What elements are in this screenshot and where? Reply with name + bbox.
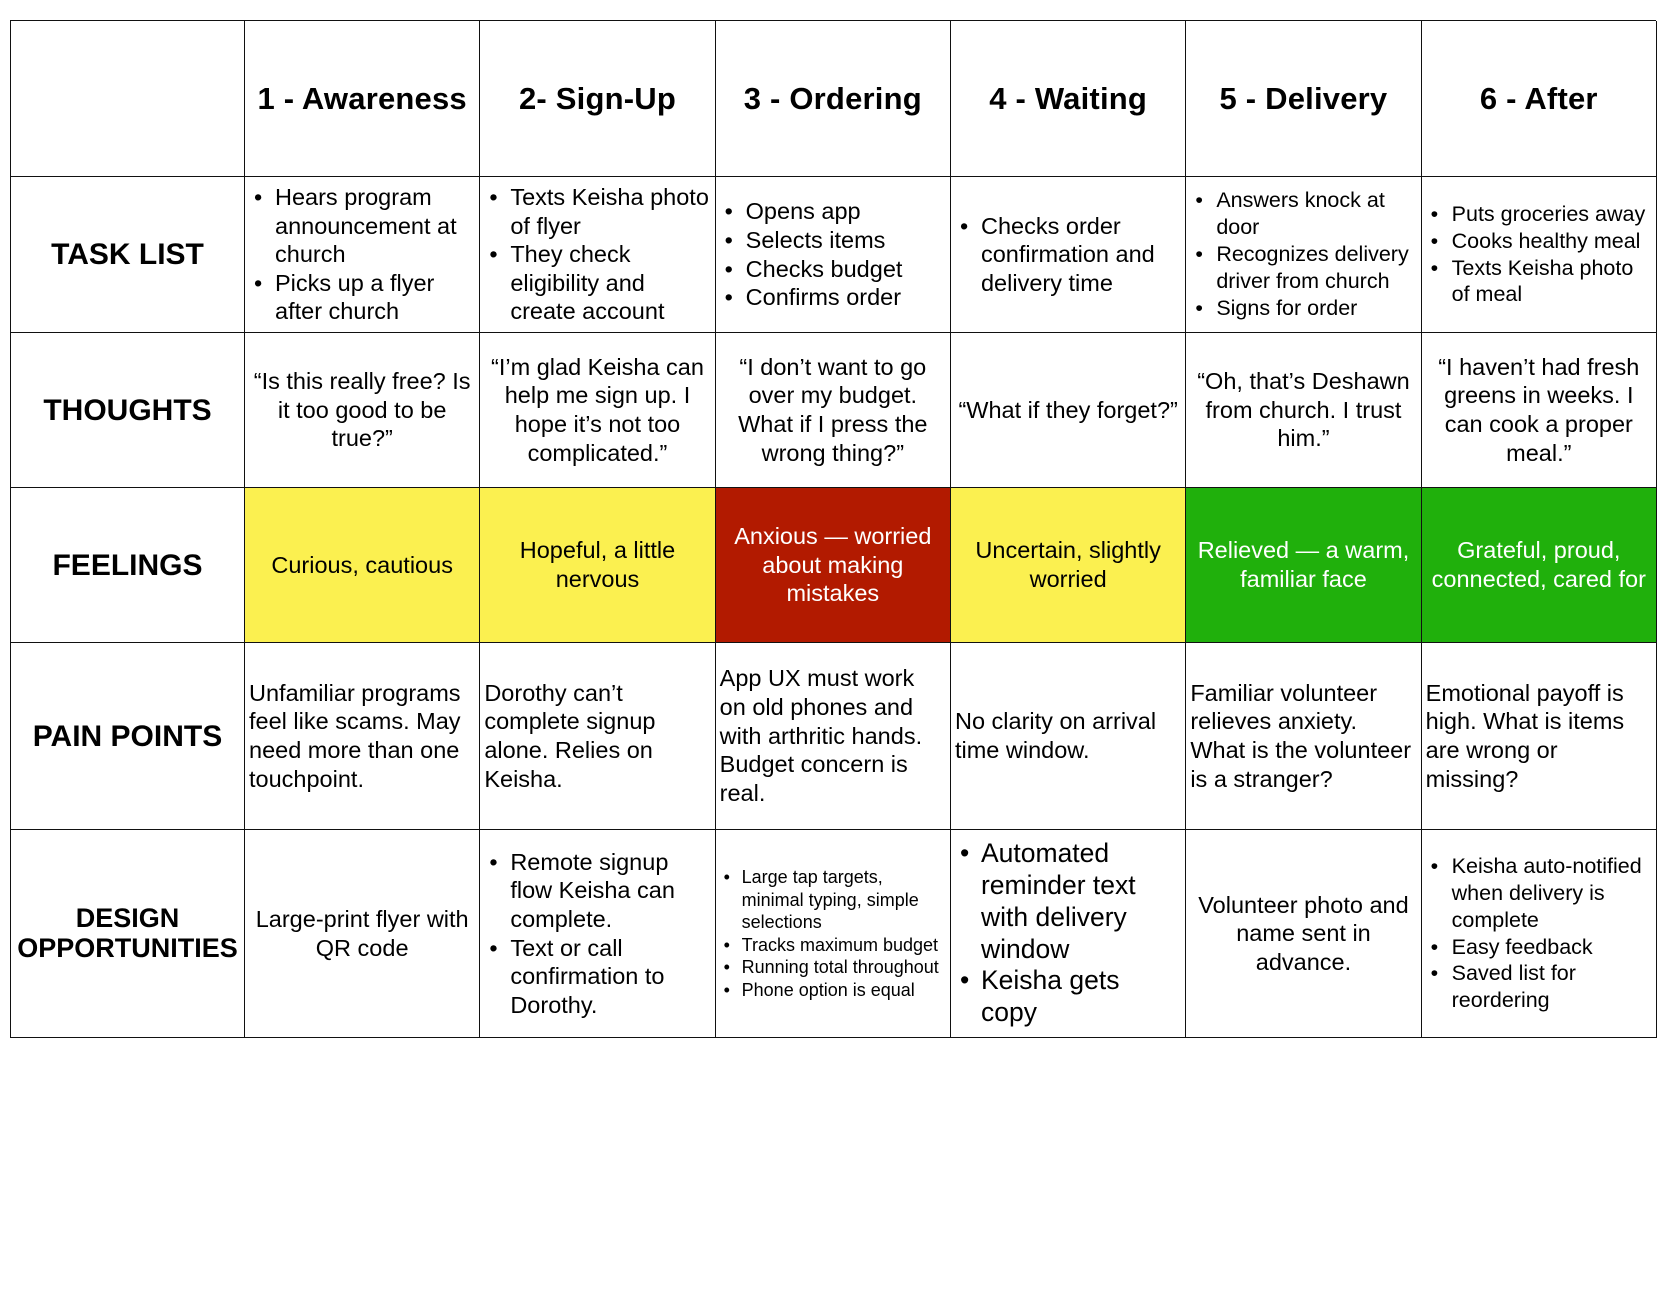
row-label-feelings: FEELINGS [11, 488, 245, 643]
journey-map-table [10, 20, 1656, 1038]
task-item: • Answers knock at door [1190, 187, 1416, 241]
feeling-cell-delivery: Relieved — a warm, familiar face [1186, 488, 1421, 643]
thought-cell-sign-up: “I’m glad Keisha can help me sign up. I hope it’s not too complicated.” [480, 333, 715, 488]
feeling-cell-waiting: Uncertain, slightly worried [951, 488, 1186, 643]
task-item: • Puts groceries away [1426, 201, 1652, 228]
opportunity-list [955, 838, 1181, 1029]
opportunity-item: • Remote signup flow Keisha can complete. [484, 848, 710, 934]
task-list [1426, 201, 1652, 309]
pain-cell-ordering: App UX must work on old phones and with arthritic hands. Budget concern is real. [716, 643, 951, 830]
stage-header-sign-up: 2- Sign-Up [480, 21, 715, 177]
opportunity-item: • Keisha gets copy [955, 965, 1181, 1029]
row-label-line: DESIGN [75, 902, 180, 933]
stage-header-after: 6 - After [1422, 21, 1657, 177]
task-item: • Checks order confirmation and delivery time [955, 212, 1181, 298]
thought-cell-waiting: “What if they forget?” [951, 333, 1186, 488]
stage-header-ordering: 3 - Ordering [716, 21, 951, 177]
opportunity-cell-delivery: Volunteer photo and name sent in advance. [1186, 830, 1421, 1038]
thought-cell-delivery: “Oh, that’s Deshawn from church. I trust him.” [1186, 333, 1421, 488]
opportunity-list [484, 848, 710, 1020]
opportunity-item: • Automated reminder text with delivery window [955, 838, 1181, 965]
task-list [955, 212, 1181, 298]
opportunity-item: • Phone option is equal [720, 979, 946, 1002]
pain-cell-awareness: Unfamiliar programs feel like scams. May need more than one touchpoint. [245, 643, 480, 830]
feeling-cell-awareness: Curious, cautious [245, 488, 480, 643]
opportunity-cell-sign-up [480, 830, 715, 1038]
opportunity-item: • Tracks maximum budget [720, 934, 946, 957]
task-item: • Picks up a flyer after church [249, 269, 475, 326]
feeling-cell-after: Grateful, proud, connected, cared for [1422, 488, 1657, 643]
opportunity-item: • Easy feedback [1426, 934, 1652, 961]
pain-cell-waiting: No clarity on arrival time window. [951, 643, 1186, 830]
opportunity-cell-ordering [716, 830, 951, 1038]
opportunity-item: • Text or call confirmation to Dorothy. [484, 934, 710, 1020]
row-label-pain-points: PAIN POINTS [11, 643, 245, 830]
task-item: • Texts Keisha photo of meal [1426, 255, 1652, 309]
pain-cell-delivery: Familiar volunteer relieves anxiety. What is the volunteer is a stranger? [1186, 643, 1421, 830]
task-cell-after [1422, 177, 1657, 333]
stage-header-awareness: 1 - Awareness [245, 21, 480, 177]
thought-cell-ordering: “I don’t want to go over my budget. What if I press the wrong thing?” [716, 333, 951, 488]
task-item: • Cooks healthy meal [1426, 228, 1652, 255]
feeling-cell-sign-up: Hopeful, a little nervous [480, 488, 715, 643]
feeling-cell-ordering: Anxious — worried about making mistakes [716, 488, 951, 643]
task-cell-delivery [1186, 177, 1421, 333]
opportunity-cell-waiting [951, 830, 1186, 1038]
task-item: • Hears program announcement at church [249, 183, 475, 269]
opportunity-item: • Large tap targets, minimal typing, simple selections [720, 866, 946, 934]
thought-cell-after: “I haven’t had fresh greens in weeks. I can cook a proper meal.” [1422, 333, 1657, 488]
task-list [1190, 187, 1416, 321]
task-item: • Signs for order [1190, 295, 1416, 322]
row-label-line: OPPORTUNITIES [17, 932, 238, 963]
task-item: • Recognizes delivery driver from church [1190, 241, 1416, 295]
opportunity-list [720, 866, 946, 1001]
row-label-design-opportunities [11, 830, 245, 1038]
opportunity-cell-awareness: Large-print flyer with QR code [245, 830, 480, 1038]
corner-cell [11, 21, 245, 177]
opportunity-item: • Saved list for reordering [1426, 960, 1652, 1014]
task-item: • Confirms order [720, 283, 946, 312]
opportunity-item: • Running total throughout [720, 956, 946, 979]
task-item: • Texts Keisha photo of flyer [484, 183, 710, 240]
row-label-task-list: TASK LIST [11, 177, 245, 333]
task-item: • They check eligibility and create account [484, 240, 710, 326]
task-list [249, 183, 475, 326]
task-cell-awareness [245, 177, 480, 333]
task-list [720, 197, 946, 312]
task-item: • Checks budget [720, 255, 946, 284]
task-cell-waiting [951, 177, 1186, 333]
task-item: • Opens app [720, 197, 946, 226]
task-cell-ordering [716, 177, 951, 333]
pain-cell-sign-up: Dorothy can’t complete signup alone. Relies on Keisha. [480, 643, 715, 830]
task-cell-sign-up [480, 177, 715, 333]
thought-cell-awareness: “Is this really free? Is it too good to be true?” [245, 333, 480, 488]
stage-header-waiting: 4 - Waiting [951, 21, 1186, 177]
row-label-thoughts: THOUGHTS [11, 333, 245, 488]
stage-header-delivery: 5 - Delivery [1186, 21, 1421, 177]
pain-cell-after: Emotional payoff is high. What is items are wrong or missing? [1422, 643, 1657, 830]
opportunity-list [1426, 853, 1652, 1014]
task-item: • Selects items [720, 226, 946, 255]
opportunity-cell-after [1422, 830, 1657, 1038]
opportunity-item: • Keisha auto-notified when delivery is complete [1426, 853, 1652, 934]
task-list [484, 183, 710, 326]
